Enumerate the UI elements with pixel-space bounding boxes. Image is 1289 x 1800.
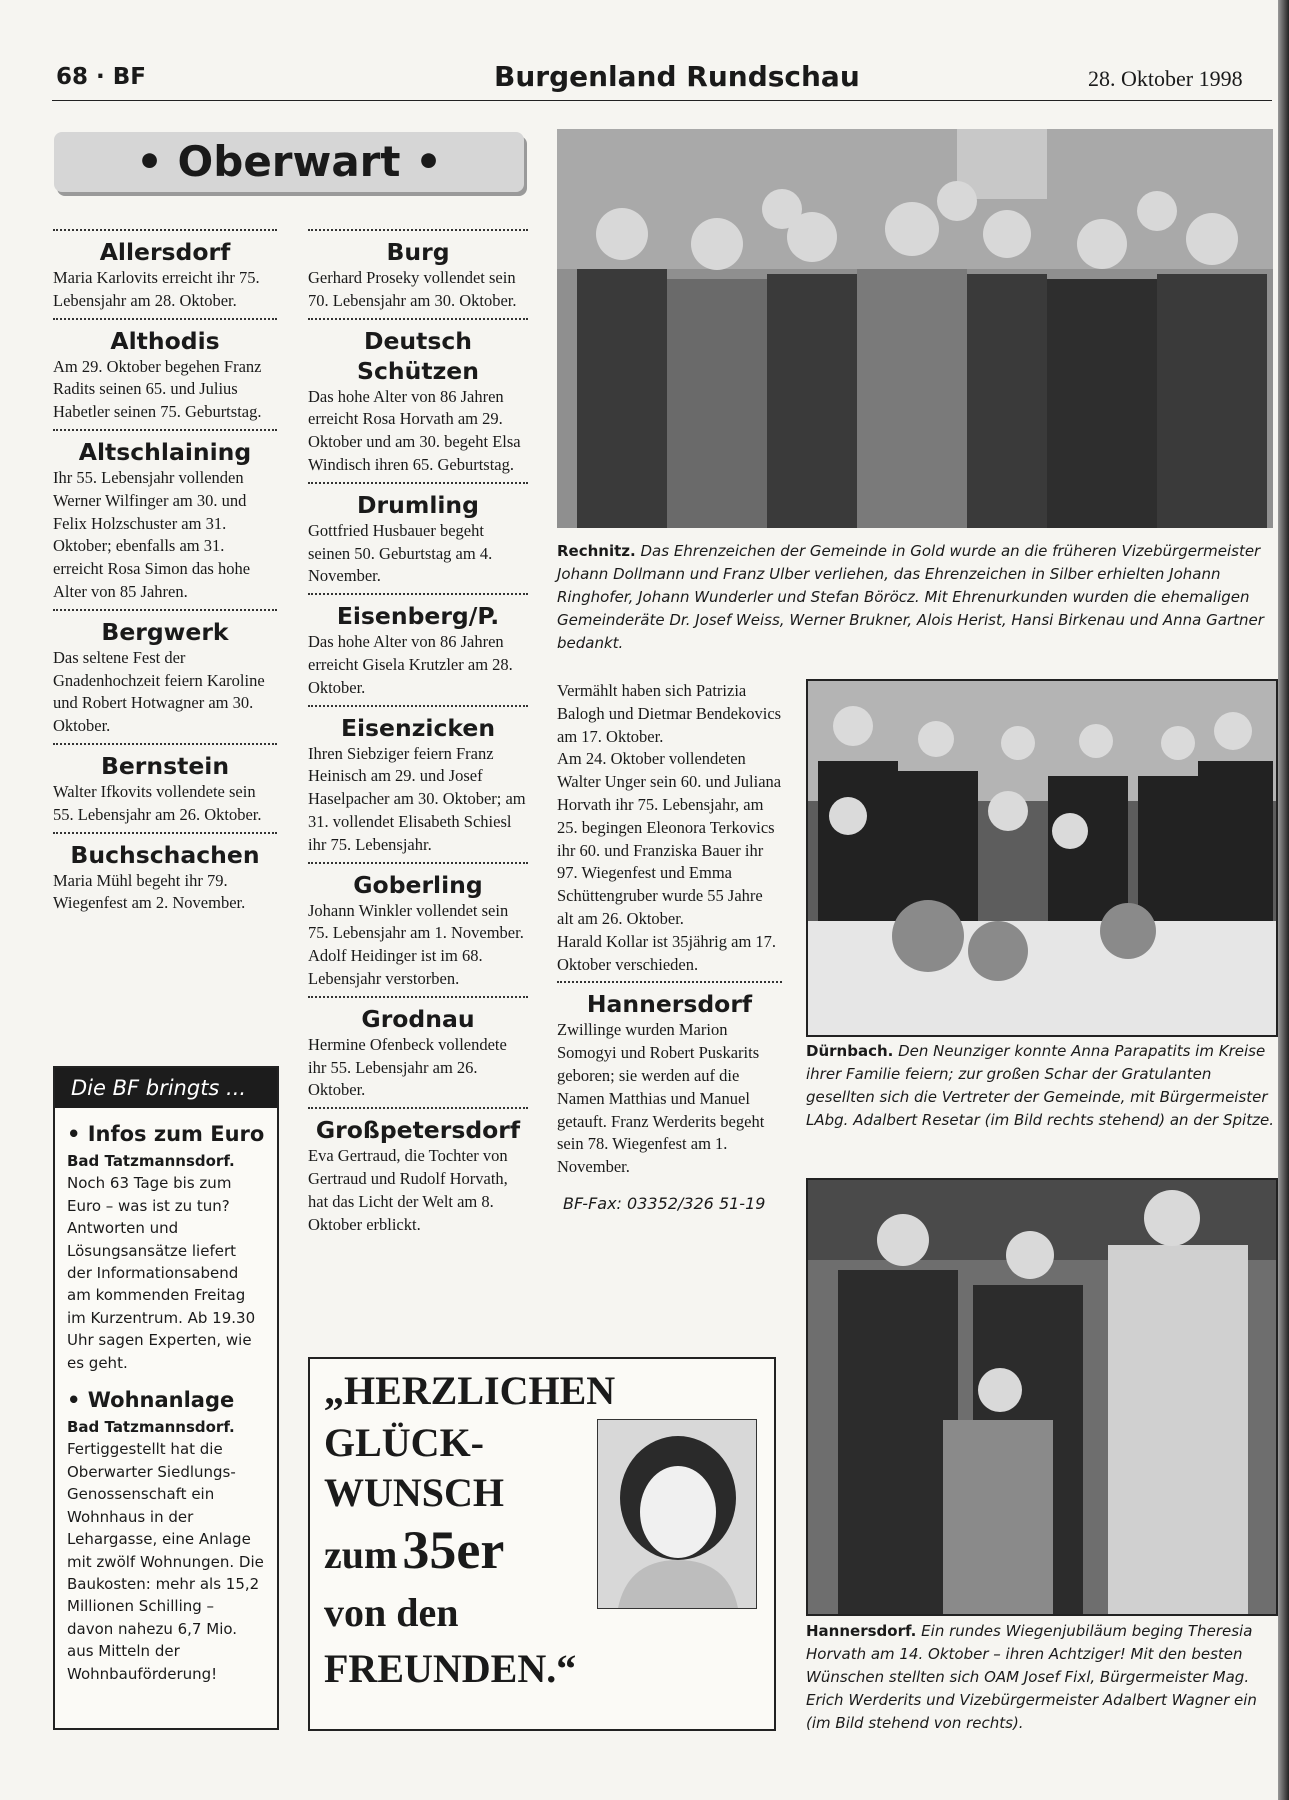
town-heading: Drumling <box>357 490 479 519</box>
town-heading: Deutsch Schützen <box>357 326 479 385</box>
news-entry <box>308 482 528 588</box>
divider <box>308 482 528 484</box>
photo-hannersdorf <box>806 1178 1278 1616</box>
caption-hannersdorf-lead: Hannersdorf. <box>806 1622 917 1640</box>
town-heading: Goberling <box>353 870 483 899</box>
column-1 <box>53 224 277 915</box>
news-entry <box>53 429 277 604</box>
entry-text: Ihren Siebziger feiern Franz Heinisch am 29. und Josef Haselpacher am 30. Oktober; am 31. vollendet Elisabeth Schiesl ihr 75. Lebensjahr. <box>308 743 526 854</box>
news-entry <box>53 832 277 916</box>
ad-line-1: „HERZLICHEN <box>324 1368 616 1413</box>
column-3 <box>557 680 782 1216</box>
divider <box>308 318 528 320</box>
divider <box>308 996 528 998</box>
news-entry <box>53 609 277 738</box>
news-entry <box>53 318 277 424</box>
entry-text: Eva Gertraud, die Tochter von Gertraud und Rudolf Horvath, hat das Licht der Welt am 8. Oktober erblickt. <box>308 1146 508 1234</box>
entry-text: Gerhard Proseky vollendet sein 70. Lebensjahr am 30. Oktober. <box>308 268 517 310</box>
town-heading: Eisenzicken <box>340 713 496 742</box>
news-entry <box>53 229 277 313</box>
divider <box>53 832 277 834</box>
town-heading: Althodis <box>110 326 220 355</box>
group-photo-illustration <box>557 129 1273 528</box>
portrait-illustration <box>598 1420 756 1608</box>
caption-hannersdorf-text: Ein rundes Wiegenjubiläum beging Theresia Horvath am 14. Oktober – ihren Achtziger! Mit den besten Wünschen stellten sich OAM Josef Fixl, Bürgermeister Mag. Erich Werderits und Vizebürgermeister Adalbert Wagner ein (im Bild stehend von rechts). <box>806 1622 1257 1732</box>
news-entry <box>308 1107 528 1236</box>
town-heading: Bernstein <box>100 751 230 780</box>
bf-box-title: Die BF bringts ... <box>55 1068 277 1108</box>
entry-text: Maria Mühl begeht ihr 79. Wiegenfest am 2. November. <box>53 870 246 913</box>
divider <box>308 862 528 864</box>
ad-line-5: 35er <box>402 1520 505 1580</box>
bf-bringts-box <box>53 1066 279 1730</box>
divider <box>53 743 277 745</box>
ad-line-6: von den <box>324 1590 459 1635</box>
caption-rechnitz-text: Das Ehrenzeichen der Gemeinde in Gold wurde an die früheren Vizebürgermeister Johann Dollmann und Franz Ulber verliehen, das Ehrenzeichen in Silber erhielten Johann Ringhofer, Johann Wunderler und Stefan Böröcz. Mit Ehrenurkunden wurden die ehemaligen Gemeinderäte Dr. Josef Weiss, Werner Brukner, Alois Herist, Hansi Birkenau und Anna Gartner bedankt. <box>557 542 1264 652</box>
caption-duernbach-text: Den Neunziger konnte Anna Parapatits im Kreise ihrer Familie feiern; zur großen Schar der Gratulanten gesellten sich die Vertreter der Gemeinde, mit Bürgermeister LAbg. Adalbert Resetar (im Bild rechts stehend) an der Spitze. <box>806 1042 1274 1129</box>
town-heading: Allersdorf <box>99 238 231 266</box>
people-photo-illustration <box>808 1180 1276 1614</box>
bf-item-lead: Bad Tatzmannsdorf. <box>67 1152 235 1170</box>
town-heading: Großpetersdorf <box>315 1116 521 1145</box>
town-heading: Bergwerk <box>101 617 229 646</box>
divider <box>557 981 782 983</box>
entry-text: Johann Winkler vollendet sein 75. Lebensjahr am 1. November. Adolf Heidinger ist im 68. Lebensjahr verstorben. <box>308 900 524 988</box>
scan-edge <box>1278 0 1289 1800</box>
divider <box>53 429 277 431</box>
ad-line-4: zum <box>324 1532 398 1577</box>
caption-rechnitz-lead: Rechnitz. <box>557 542 636 560</box>
issue-date: 28. Oktober 1998 <box>1088 66 1243 91</box>
ad-portrait <box>597 1419 757 1609</box>
news-entry <box>308 996 528 1102</box>
entry-text: Das hohe Alter von 86 Jahren erreicht Rosa Horvath am 29. Oktober und am 30. begeht Elsa Windisch ihren 65. Geburtstag. <box>308 386 521 474</box>
divider <box>308 705 528 707</box>
section-title: • Oberwart • <box>136 137 442 186</box>
entry-text: Hermine Ofenbeck vollendete ihr 55. Lebensjahr am 26. Oktober. <box>308 1034 507 1100</box>
col3-hannersdorf-text: Zwillinge wurden Marion Somogyi und Robert Puskarits geboren; sie werden auf die Namen Matthias und Manuel getauft. Franz Werderits begeht sein 78. Wiegenfest am 1. November. <box>557 1020 765 1177</box>
divider <box>308 229 528 231</box>
entry-text: Maria Karlovits erreicht ihr 75. Lebensjahr am 28. Oktober. <box>53 268 260 310</box>
bf-item-lead: Bad Tatzmannsdorf. <box>67 1418 235 1437</box>
town-heading: Burg <box>386 238 450 266</box>
entry-text: Das seltene Fest der Gnadenhochzeit feiern Karoline und Robert Hotwagner am 30. Oktober. <box>53 647 265 736</box>
town-heading-hannersdorf: Hannersdorf <box>586 990 753 1019</box>
news-entry <box>53 743 277 827</box>
bf-item-text: Noch 63 Tage bis zum Euro – was ist zu tun? Antworten und Lösungsansätze liefert der Informationsabend am kommenden Freitag im Kurzentrum. Ab 19.30 Uhr sagen Experten, wie es geht. <box>67 1174 256 1372</box>
photo-rechnitz <box>557 129 1273 528</box>
caption-duernbach-lead: Dürnbach. <box>806 1042 894 1060</box>
header-rule <box>52 100 1272 101</box>
town-heading: Grodnau <box>361 1004 475 1033</box>
news-entry <box>308 862 528 991</box>
birthday-ad <box>308 1357 776 1731</box>
ad-line-7: FREUNDEN.“ <box>324 1646 577 1691</box>
column-2 <box>308 224 528 1236</box>
photo-duernbach <box>806 679 1278 1037</box>
newspaper-title: Burgenland Rundschau <box>494 60 860 93</box>
news-entry <box>308 593 528 699</box>
col3-paragraph-3: Harald Kollar ist 35jährig am 17. Oktober verschieden. <box>557 931 777 974</box>
divider <box>53 229 277 231</box>
entry-text: Walter Ifkovits vollendete sein 55. Lebensjahr am 26. Oktober. <box>53 781 262 824</box>
bf-item-text: Fertiggestellt hat die Oberwarter Siedlungs-Genossenschaft ein Wohnhaus in der Lehargasse, eine Anlage mit zwölf Wohnungen. Die Baukosten: mehr als 15,2 Millionen Schilling – davon nahezu 6,7 Mio. aus Mitteln der Wohnbauförderung! <box>67 1440 264 1683</box>
news-entry <box>308 705 528 857</box>
town-heading: Altschlaining <box>78 437 252 466</box>
ad-line-3: WUNSCH <box>324 1470 505 1515</box>
col3-paragraph-2: Am 24. Oktober vollendeten Walter Unger sein 60. und Juliana Horvath ihr 75. Lebensjahr, am 25. begingen Eleonora Terkovics ihr 60. und Franziska Bauer ihr 97. Wiegenfest und Emma Schüttengruber wurde 55 Jahre alt am 26. Oktober. <box>557 749 782 928</box>
divider <box>308 593 528 595</box>
page-number: 68 · BF <box>56 64 147 90</box>
town-heading: Buchschachen <box>70 840 260 869</box>
caption-duernbach <box>806 1040 1276 1132</box>
news-entry <box>308 318 528 477</box>
divider <box>53 609 277 611</box>
entry-text: Ihr 55. Lebensjahr vollenden Werner Wilfinger am 30. und Felix Holzschuster am 31. Oktober; ebenfalls am 31. erreicht Rosa Simon das hohe Alter von 85 Jahren. <box>53 467 251 601</box>
bf-fax: BF-Fax: 03352/326 51-19 <box>563 1193 766 1213</box>
col3-paragraph-1: Vermählt haben sich Patrizia Balogh und Dietmar Bendekovics am 17. Oktober. <box>557 681 782 746</box>
news-entry <box>308 229 528 313</box>
bf-item-heading: • Wohnanlage <box>67 1388 235 1413</box>
entry-text: Am 29. Oktober begehen Franz Radits seinen 65. und Julius Habetler seinen 75. Geburtstag. <box>53 356 262 422</box>
caption-rechnitz <box>557 540 1277 655</box>
divider <box>53 318 277 320</box>
ad-line-2: GLÜCK- <box>324 1420 484 1465</box>
entry-text: Das hohe Alter von 86 Jahren erreicht Gisela Krutzler am 28. Oktober. <box>308 632 513 697</box>
bf-item-heading: • Infos zum Euro <box>67 1122 265 1146</box>
town-heading: Eisenberg/P. <box>336 602 500 631</box>
entry-text: Gottfried Husbauer begeht seinen 50. Geburtstag am 4. November. <box>308 520 493 586</box>
divider <box>308 1107 528 1109</box>
family-photo-illustration <box>808 681 1276 1035</box>
caption-hannersdorf <box>806 1620 1278 1735</box>
